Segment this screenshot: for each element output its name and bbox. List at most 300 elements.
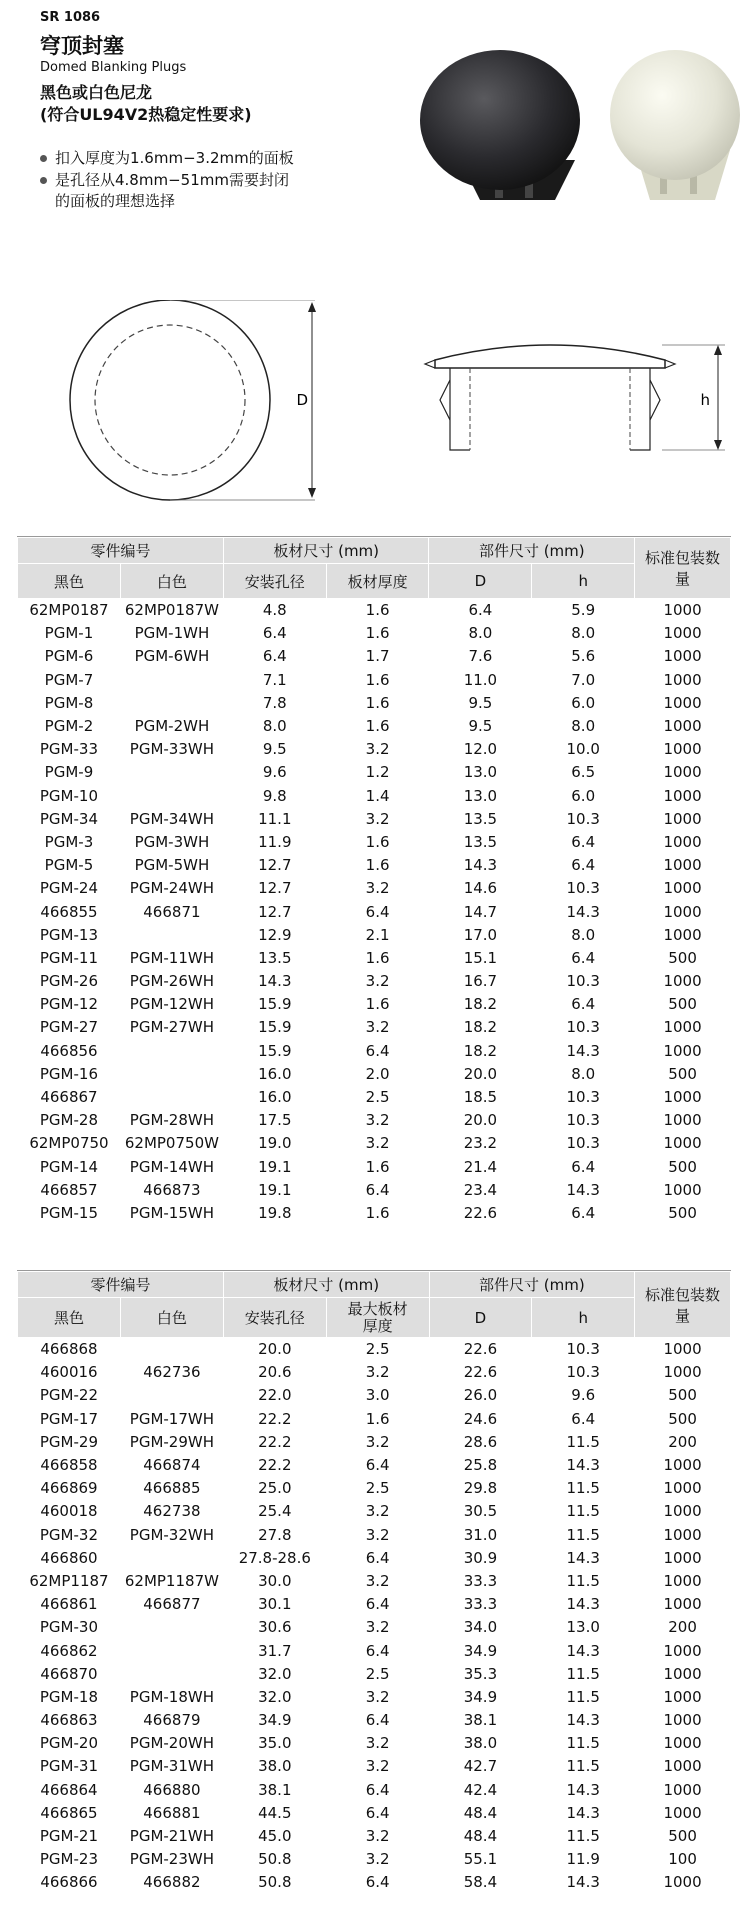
cell-black-part: PGM-24 bbox=[39, 879, 99, 898]
cell-d: 26.0 bbox=[463, 1386, 498, 1405]
cell-hole-size: 35.0 bbox=[258, 1734, 292, 1753]
cell-pack-qty: 500 bbox=[668, 1203, 697, 1222]
table-row bbox=[18, 1086, 731, 1109]
cell-d: 6.4 bbox=[468, 601, 493, 620]
cell-thickness: 6.4 bbox=[365, 1780, 390, 1799]
cell-thickness: 1.6 bbox=[365, 693, 390, 712]
black-plug-icon bbox=[420, 50, 580, 200]
cell-white-part: 462738 bbox=[143, 1502, 201, 1521]
cell-h: 14.3 bbox=[566, 902, 600, 921]
cell-d: 31.0 bbox=[463, 1525, 498, 1544]
cell-pack-qty: 500 bbox=[668, 995, 697, 1014]
cell-white-part: 466874 bbox=[143, 1456, 201, 1475]
cell-black-part: PGM-10 bbox=[39, 786, 99, 805]
cell-thickness: 6.4 bbox=[365, 1041, 390, 1060]
cell-thickness: 3.2 bbox=[365, 1571, 390, 1590]
cell-white-part bbox=[120, 669, 223, 692]
header-max-thickness: 最大板材厚度 bbox=[326, 1298, 429, 1338]
cell-thickness: 6.4 bbox=[365, 1456, 390, 1475]
cell-white-part: PGM-29WH bbox=[129, 1432, 215, 1451]
cell-hole-size: 20.6 bbox=[258, 1363, 292, 1382]
cell-hole-size: 25.0 bbox=[258, 1479, 292, 1498]
cell-hole-size: 38.1 bbox=[258, 1780, 292, 1799]
cell-white-part bbox=[120, 761, 223, 784]
cell-h: 14.3 bbox=[566, 1456, 600, 1475]
cell-white-part: PGM-33WH bbox=[129, 740, 215, 759]
cell-hole-size: 6.4 bbox=[262, 647, 287, 666]
table-row bbox=[18, 1593, 731, 1616]
cell-black-part: PGM-2 bbox=[44, 717, 94, 736]
cell-pack-qty: 500 bbox=[668, 1064, 697, 1083]
cell-white-part bbox=[120, 1384, 223, 1407]
cell-pack-qty: 1000 bbox=[663, 624, 702, 643]
cell-white-part bbox=[120, 1663, 223, 1686]
cell-d: 20.0 bbox=[463, 1111, 498, 1130]
cell-white-part: PGM-24WH bbox=[129, 879, 215, 898]
table-row bbox=[18, 1686, 731, 1709]
cell-hole-size: 6.4 bbox=[262, 624, 287, 643]
cell-thickness: 3.2 bbox=[365, 740, 390, 759]
cell-thickness: 2.5 bbox=[365, 1664, 390, 1683]
cell-h: 10.3 bbox=[566, 1088, 600, 1107]
cell-hole-size: 19.8 bbox=[258, 1203, 292, 1222]
cell-h: 14.3 bbox=[566, 1711, 600, 1730]
cell-h: 14.3 bbox=[566, 1180, 600, 1199]
cell-pack-qty: 1000 bbox=[663, 786, 702, 805]
cell-d: 34.9 bbox=[463, 1687, 498, 1706]
cell-white-part: PGM-32WH bbox=[129, 1525, 215, 1544]
cell-hole-size: 9.5 bbox=[262, 740, 287, 759]
table-row bbox=[18, 993, 731, 1016]
cell-hole-size: 30.1 bbox=[258, 1595, 292, 1614]
table-row bbox=[18, 947, 731, 970]
cell-thickness: 3.2 bbox=[365, 809, 390, 828]
table-row bbox=[18, 715, 731, 738]
cell-d: 48.4 bbox=[463, 1803, 498, 1822]
cell-d: 42.4 bbox=[463, 1780, 498, 1799]
cell-thickness: 3.2 bbox=[365, 1757, 390, 1776]
cell-white-part bbox=[120, 1639, 223, 1662]
cell-black-part: 460018 bbox=[40, 1502, 98, 1521]
table-row bbox=[18, 1779, 731, 1802]
cell-hole-size: 17.5 bbox=[258, 1111, 292, 1130]
cell-black-part: 466861 bbox=[40, 1595, 98, 1614]
table-row bbox=[18, 808, 731, 831]
cell-white-part: PGM-12WH bbox=[129, 995, 215, 1014]
header-pack-qty: 标准包装数量 bbox=[635, 538, 731, 599]
table-row bbox=[18, 1663, 731, 1686]
cell-hole-size: 30.6 bbox=[258, 1618, 292, 1637]
table-row bbox=[18, 1063, 731, 1086]
cell-pack-qty: 1000 bbox=[663, 925, 702, 944]
cell-d: 18.2 bbox=[463, 1018, 498, 1037]
cell-black-part: PGM-27 bbox=[39, 1018, 99, 1037]
cell-pack-qty: 1000 bbox=[663, 670, 702, 689]
cell-pack-qty: 1000 bbox=[663, 1180, 702, 1199]
cell-d: 23.2 bbox=[463, 1134, 498, 1153]
white-plug-icon bbox=[610, 50, 740, 200]
cell-hole-size: 20.0 bbox=[258, 1340, 292, 1359]
cell-h: 6.0 bbox=[571, 693, 596, 712]
bullet-item: 的面板的理想选择 bbox=[55, 192, 176, 210]
dimension-h-label: h bbox=[700, 391, 710, 409]
cell-black-part: 62MP0750 bbox=[29, 1134, 109, 1153]
cell-d: 18.2 bbox=[463, 995, 498, 1014]
cell-hole-size: 9.6 bbox=[262, 763, 287, 782]
cell-thickness: 1.6 bbox=[365, 832, 390, 851]
cell-thickness: 1.6 bbox=[365, 624, 390, 643]
cell-pack-qty: 500 bbox=[668, 948, 697, 967]
cell-d: 38.1 bbox=[463, 1711, 498, 1730]
cell-d: 18.5 bbox=[463, 1088, 498, 1107]
table-row bbox=[18, 970, 731, 993]
cell-hole-size: 44.5 bbox=[258, 1803, 292, 1822]
table-row bbox=[18, 1477, 731, 1500]
cell-white-part: 466877 bbox=[143, 1595, 201, 1614]
cell-hole-size: 22.2 bbox=[258, 1432, 292, 1451]
cell-d: 20.0 bbox=[463, 1064, 498, 1083]
cell-white-part bbox=[120, 692, 223, 715]
cell-black-part: 466858 bbox=[40, 1456, 98, 1475]
cell-d: 9.5 bbox=[468, 693, 493, 712]
table-row bbox=[18, 1871, 731, 1894]
cell-white-part: PGM-3WH bbox=[134, 832, 210, 851]
cell-black-part: PGM-32 bbox=[39, 1525, 99, 1544]
cell-white-part: PGM-31WH bbox=[129, 1757, 215, 1776]
cell-d: 22.6 bbox=[463, 1363, 498, 1382]
cell-thickness: 3.2 bbox=[365, 1502, 390, 1521]
cell-black-part: PGM-7 bbox=[44, 670, 94, 689]
cell-pack-qty: 1000 bbox=[663, 1363, 702, 1382]
cell-h: 7.0 bbox=[571, 670, 596, 689]
cell-black-part: PGM-31 bbox=[39, 1757, 99, 1776]
table-row bbox=[18, 645, 731, 668]
cell-hole-size: 22.2 bbox=[258, 1409, 292, 1428]
cell-thickness: 3.2 bbox=[365, 972, 390, 991]
cell-h: 11.5 bbox=[566, 1525, 600, 1544]
cell-h: 6.4 bbox=[571, 1203, 596, 1222]
cell-thickness: 1.6 bbox=[365, 856, 390, 875]
cell-d: 58.4 bbox=[463, 1873, 498, 1892]
cell-thickness: 1.6 bbox=[365, 995, 390, 1014]
cell-d: 30.5 bbox=[463, 1502, 498, 1521]
cell-h: 5.9 bbox=[571, 601, 596, 620]
cell-black-part: 466860 bbox=[40, 1548, 98, 1567]
cell-pack-qty: 1000 bbox=[663, 902, 702, 921]
header-part-no: 零件编号 bbox=[18, 1272, 224, 1298]
cell-white-part: 62MP0750W bbox=[124, 1134, 219, 1153]
cell-white-part: PGM-23WH bbox=[129, 1850, 215, 1869]
cell-thickness: 1.2 bbox=[365, 763, 390, 782]
cell-h: 14.3 bbox=[566, 1873, 600, 1892]
cell-thickness: 6.4 bbox=[365, 1595, 390, 1614]
cell-white-part: PGM-20WH bbox=[129, 1734, 215, 1753]
cell-d: 13.0 bbox=[463, 786, 498, 805]
cell-white-part bbox=[120, 1086, 223, 1109]
header-d: D bbox=[429, 1298, 532, 1338]
material-line: 黑色或白色尼龙 bbox=[40, 83, 153, 102]
cell-hole-size: 30.0 bbox=[258, 1571, 292, 1590]
cell-black-part: PGM-14 bbox=[39, 1157, 99, 1176]
cell-pack-qty: 500 bbox=[668, 1827, 697, 1846]
cell-thickness: 6.4 bbox=[365, 1711, 390, 1730]
cell-hole-size: 19.1 bbox=[258, 1157, 292, 1176]
table-row bbox=[18, 692, 731, 715]
table-row bbox=[18, 1156, 731, 1179]
english-title: Domed Blanking Plugs bbox=[40, 60, 187, 75]
table-row bbox=[18, 1616, 731, 1639]
cell-h: 6.0 bbox=[571, 786, 596, 805]
cell-h: 10.3 bbox=[566, 1340, 600, 1359]
cell-d: 28.6 bbox=[463, 1432, 498, 1451]
cell-pack-qty: 1000 bbox=[663, 1134, 702, 1153]
cell-h: 6.4 bbox=[571, 856, 596, 875]
cell-pack-qty: 1000 bbox=[663, 740, 702, 759]
cell-d: 13.5 bbox=[463, 809, 498, 828]
cell-h: 10.3 bbox=[566, 972, 600, 991]
cell-black-part: 466857 bbox=[40, 1180, 98, 1199]
cell-thickness: 3.2 bbox=[365, 879, 390, 898]
cell-pack-qty: 1000 bbox=[663, 972, 702, 991]
cell-thickness: 3.2 bbox=[365, 1432, 390, 1451]
cell-thickness: 3.2 bbox=[365, 1111, 390, 1130]
cell-white-part: PGM-27WH bbox=[129, 1018, 215, 1037]
bullet-dot-icon bbox=[40, 155, 47, 162]
cell-black-part: 466869 bbox=[40, 1479, 98, 1498]
cell-hole-size: 38.0 bbox=[258, 1757, 292, 1776]
cell-thickness: 1.6 bbox=[365, 717, 390, 736]
cell-h: 8.0 bbox=[571, 624, 596, 643]
cell-h: 6.4 bbox=[571, 832, 596, 851]
cell-pack-qty: 1000 bbox=[663, 1041, 702, 1060]
cell-pack-qty: 1000 bbox=[663, 1803, 702, 1822]
cell-pack-qty: 1000 bbox=[663, 1525, 702, 1544]
cell-black-part: PGM-29 bbox=[39, 1432, 99, 1451]
cell-pack-qty: 1000 bbox=[663, 1548, 702, 1567]
table-row bbox=[18, 1431, 731, 1454]
cell-hole-size: 19.1 bbox=[258, 1180, 292, 1199]
table-row bbox=[18, 1408, 731, 1431]
cell-d: 33.3 bbox=[463, 1595, 498, 1614]
table-row bbox=[18, 900, 731, 923]
header-thickness: 板材厚度 bbox=[326, 564, 429, 599]
table-row bbox=[18, 1500, 731, 1523]
cell-h: 10.3 bbox=[566, 879, 600, 898]
cell-pack-qty: 1000 bbox=[663, 1687, 702, 1706]
cell-h: 14.3 bbox=[566, 1803, 600, 1822]
cell-white-part: 466880 bbox=[143, 1780, 201, 1799]
cell-white-part: PGM-6WH bbox=[134, 647, 210, 666]
cell-h: 11.9 bbox=[566, 1850, 600, 1869]
cell-hole-size: 22.2 bbox=[258, 1456, 292, 1475]
cell-pack-qty: 1000 bbox=[663, 832, 702, 851]
cell-thickness: 6.4 bbox=[365, 1873, 390, 1892]
header-pack-qty: 标准包装数量 bbox=[635, 1272, 731, 1338]
header-part-size: 部件尺寸 (mm) bbox=[429, 1272, 635, 1298]
table-row bbox=[18, 1384, 731, 1407]
cell-thickness: 2.1 bbox=[365, 925, 390, 944]
cell-black-part: 466855 bbox=[40, 902, 98, 921]
cell-d: 15.1 bbox=[463, 948, 498, 967]
cell-pack-qty: 1000 bbox=[663, 763, 702, 782]
cell-pack-qty: 1000 bbox=[663, 693, 702, 712]
cell-h: 13.0 bbox=[566, 1618, 600, 1637]
cell-h: 10.3 bbox=[566, 809, 600, 828]
cell-black-part: 466866 bbox=[40, 1873, 98, 1892]
table-row bbox=[18, 669, 731, 692]
cell-pack-qty: 1000 bbox=[663, 1595, 702, 1614]
cell-pack-qty: 1000 bbox=[663, 1873, 702, 1892]
cell-black-part: 466865 bbox=[40, 1803, 98, 1822]
top-view-icon bbox=[70, 300, 316, 500]
cell-h: 11.5 bbox=[566, 1734, 600, 1753]
cell-h: 6.4 bbox=[571, 948, 596, 967]
cell-thickness: 1.6 bbox=[365, 1409, 390, 1428]
cell-hole-size: 15.9 bbox=[258, 1041, 292, 1060]
cell-d: 34.9 bbox=[463, 1641, 498, 1660]
cell-hole-size: 15.9 bbox=[258, 1018, 292, 1037]
header-hole: 安装孔径 bbox=[223, 1298, 326, 1338]
cell-d: 21.4 bbox=[463, 1157, 498, 1176]
cell-hole-size: 34.9 bbox=[258, 1711, 292, 1730]
cell-thickness: 1.6 bbox=[365, 670, 390, 689]
cell-pack-qty: 1000 bbox=[663, 1711, 702, 1730]
cell-black-part: 466864 bbox=[40, 1780, 98, 1799]
cell-d: 42.7 bbox=[463, 1757, 498, 1776]
table-row bbox=[18, 1016, 731, 1039]
cell-pack-qty: 1000 bbox=[663, 1502, 702, 1521]
table-row bbox=[18, 1202, 731, 1225]
bullet-item: 是孔径从4.8mm−51mm需要封闭 bbox=[40, 170, 289, 190]
cell-pack-qty: 1000 bbox=[663, 601, 702, 620]
table-row bbox=[18, 622, 731, 645]
cell-white-part: 62MP0187W bbox=[124, 601, 219, 620]
cell-thickness: 3.2 bbox=[365, 1018, 390, 1037]
cell-pack-qty: 1000 bbox=[663, 647, 702, 666]
cell-hole-size: 15.9 bbox=[258, 995, 292, 1014]
cell-black-part: 460016 bbox=[40, 1363, 98, 1382]
cell-h: 6.4 bbox=[571, 995, 596, 1014]
cell-h: 10.3 bbox=[566, 1363, 600, 1382]
cell-h: 11.5 bbox=[566, 1687, 600, 1706]
cell-d: 18.2 bbox=[463, 1041, 498, 1060]
cell-h: 10.3 bbox=[566, 1111, 600, 1130]
cell-thickness: 1.7 bbox=[365, 647, 390, 666]
cell-black-part: PGM-17 bbox=[39, 1409, 99, 1428]
cell-d: 34.0 bbox=[463, 1618, 498, 1637]
cell-black-part: PGM-3 bbox=[44, 832, 94, 851]
table-row bbox=[18, 1524, 731, 1547]
cell-pack-qty: 1000 bbox=[663, 1479, 702, 1498]
cell-hole-size: 12.7 bbox=[258, 856, 292, 875]
table-row bbox=[18, 831, 731, 854]
table-row bbox=[18, 1732, 731, 1755]
table-row bbox=[18, 1132, 731, 1155]
technical-drawing bbox=[50, 300, 730, 510]
cell-white-part: 466881 bbox=[143, 1803, 201, 1822]
cell-black-part: 466863 bbox=[40, 1711, 98, 1730]
header-panel-size: 板材尺寸 (mm) bbox=[223, 1272, 429, 1298]
cell-black-part: 466870 bbox=[40, 1664, 98, 1683]
header-h: h bbox=[532, 564, 635, 599]
table-row bbox=[18, 761, 731, 784]
cell-pack-qty: 1000 bbox=[663, 717, 702, 736]
table-row bbox=[18, 1639, 731, 1662]
cell-hole-size: 22.0 bbox=[258, 1386, 292, 1405]
page-title: 穹顶封塞 bbox=[40, 34, 124, 58]
cell-black-part: 62MP1187 bbox=[29, 1571, 109, 1590]
cell-thickness: 3.2 bbox=[365, 1734, 390, 1753]
cell-black-part: 466867 bbox=[40, 1088, 98, 1107]
cell-black-part: 466868 bbox=[40, 1340, 98, 1359]
cell-d: 55.1 bbox=[463, 1850, 498, 1869]
table-row bbox=[18, 738, 731, 761]
cell-white-part: PGM-14WH bbox=[129, 1157, 215, 1176]
cell-black-part: 466856 bbox=[40, 1041, 98, 1060]
table-row bbox=[18, 1570, 731, 1593]
cell-hole-size: 50.8 bbox=[258, 1850, 292, 1869]
cell-hole-size: 27.8 bbox=[258, 1525, 292, 1544]
cell-d: 11.0 bbox=[463, 670, 498, 689]
cell-hole-size: 13.5 bbox=[258, 948, 292, 967]
cell-d: 17.0 bbox=[463, 925, 498, 944]
cell-black-part: PGM-5 bbox=[44, 856, 94, 875]
header-h: h bbox=[532, 1298, 635, 1338]
cell-black-part: PGM-18 bbox=[39, 1687, 99, 1706]
cell-h: 11.5 bbox=[566, 1432, 600, 1451]
cell-pack-qty: 500 bbox=[668, 1409, 697, 1428]
cell-thickness: 3.2 bbox=[365, 1850, 390, 1869]
cell-thickness: 1.6 bbox=[365, 1157, 390, 1176]
cell-white-part bbox=[120, 1616, 223, 1639]
cell-pack-qty: 500 bbox=[668, 1386, 697, 1405]
cell-thickness: 3.2 bbox=[365, 1363, 390, 1382]
cell-d: 35.3 bbox=[463, 1664, 498, 1683]
cell-white-part: PGM-21WH bbox=[129, 1827, 215, 1846]
table-row bbox=[18, 1179, 731, 1202]
cell-h: 9.6 bbox=[571, 1386, 596, 1405]
cell-white-part: PGM-2WH bbox=[134, 717, 210, 736]
cell-white-part: PGM-1WH bbox=[134, 624, 210, 643]
header-part-no: 零件编号 bbox=[18, 538, 224, 564]
cell-black-part: PGM-21 bbox=[39, 1827, 99, 1846]
compliance-line: (符合UL94V2热稳定性要求) bbox=[40, 105, 252, 124]
cell-hole-size: 14.3 bbox=[258, 972, 292, 991]
table-row bbox=[18, 599, 731, 623]
cell-hole-size: 7.1 bbox=[262, 670, 287, 689]
cell-white-part: PGM-15WH bbox=[129, 1203, 215, 1222]
cell-hole-size: 31.7 bbox=[258, 1641, 292, 1660]
cell-d: 8.0 bbox=[468, 624, 493, 643]
cell-hole-size: 25.4 bbox=[258, 1502, 292, 1521]
cell-h: 11.5 bbox=[566, 1664, 600, 1683]
cell-d: 23.4 bbox=[463, 1180, 498, 1199]
cell-black-part: PGM-16 bbox=[39, 1064, 99, 1083]
cell-black-part: 62MP0187 bbox=[29, 601, 109, 620]
cell-thickness: 6.4 bbox=[365, 1641, 390, 1660]
cell-hole-size: 12.9 bbox=[258, 925, 292, 944]
cell-pack-qty: 1000 bbox=[663, 809, 702, 828]
header-black: 黑色 bbox=[18, 564, 121, 599]
cell-white-part bbox=[120, 785, 223, 808]
cell-hole-size: 32.0 bbox=[258, 1687, 292, 1706]
cell-d: 33.3 bbox=[463, 1571, 498, 1590]
cell-white-part: 62MP1187W bbox=[124, 1571, 219, 1590]
cell-h: 6.5 bbox=[571, 763, 596, 782]
product-code: SR 1086 bbox=[40, 10, 101, 25]
cell-hole-size: 50.8 bbox=[258, 1873, 292, 1892]
table-row bbox=[18, 1547, 731, 1570]
